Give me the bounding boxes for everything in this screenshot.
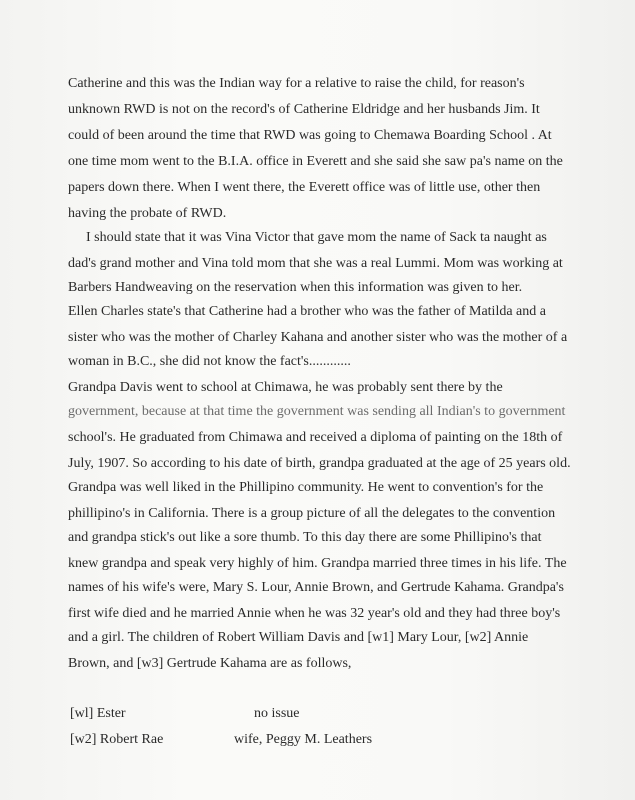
text-line: Catherine and this was the Indian way for a relative to raise the child, for reason's (68, 76, 525, 91)
text-line: knew grandpa and speak very highly of him. Grandpa married three times in his life. The (68, 556, 567, 571)
text-line: woman in B.C., she did not know the fact's............ (68, 354, 351, 369)
text-line: and grandpa stick's out like a sore thumb. To this day there are some Phillipino's that (68, 530, 542, 545)
text-line: unknown RWD is not on the record's of Catherine Eldridge and her husbands Jim. It (68, 102, 540, 117)
text-line: names of his wife's were, Mary S. Lour, Annie Brown, and Gertrude Kahama. Grandpa's (68, 580, 564, 595)
text-line: first wife died and he married Annie when he was 32 year's old and they had three boy's (68, 606, 561, 621)
text-line: school's. He graduated from Chimawa and received a diploma of painting on the 18th of (68, 430, 563, 445)
text-line: one time mom went to the B.I.A. office in Everett and she said she saw pa's name on the (68, 154, 563, 169)
text-line: sister who was the mother of Charley Kahana and another sister who was the mother of a (68, 330, 568, 345)
text-line: dad's grand mother and Vina told mom that she was a real Lummi. Mom was working at (68, 256, 563, 271)
text-line: having the probate of RWD. (68, 206, 227, 221)
child-label: [wl] Ester (70, 706, 126, 721)
child-note: no issue (254, 706, 300, 721)
text-line: Brown, and [w3] Gertrude Kahama are as follows, (68, 656, 352, 671)
child-label: [w2] Robert Rae (70, 732, 164, 747)
text-line: government, because at that time the government was sending all Indian's to government (68, 404, 566, 419)
text-line: I should state that it was Vina Victor that gave mom the name of Sack ta naught as (86, 230, 547, 245)
text-line: Grandpa Davis went to school at Chimawa, he was probably sent there by the (68, 380, 503, 395)
text-line: papers down there. When I went there, the Everett office was of little use, other then (68, 180, 541, 195)
text-line: Grandpa was well liked in the Phillipino community. He went to convention's for the (68, 480, 544, 495)
text-line: Ellen Charles state's that Catherine had a brother who was the father of Matilda and a (68, 304, 546, 319)
text-line: and a girl. The children of Robert William Davis and [w1] Mary Lour, [w2] Annie (68, 630, 529, 645)
text-line: July, 1907. So according to his date of birth, grandpa graduated at the age of 25 years old. (68, 456, 571, 471)
text-line: could of been around the time that RWD was going to Chemawa Boarding School . At (68, 128, 552, 143)
child-note: wife, Peggy M. Leathers (234, 732, 373, 747)
text-line: phillipino's in California. There is a group picture of all the delegates to the convention (68, 506, 556, 521)
text-line: Barbers Handweaving on the reservation when this information was given to her. (68, 280, 523, 295)
